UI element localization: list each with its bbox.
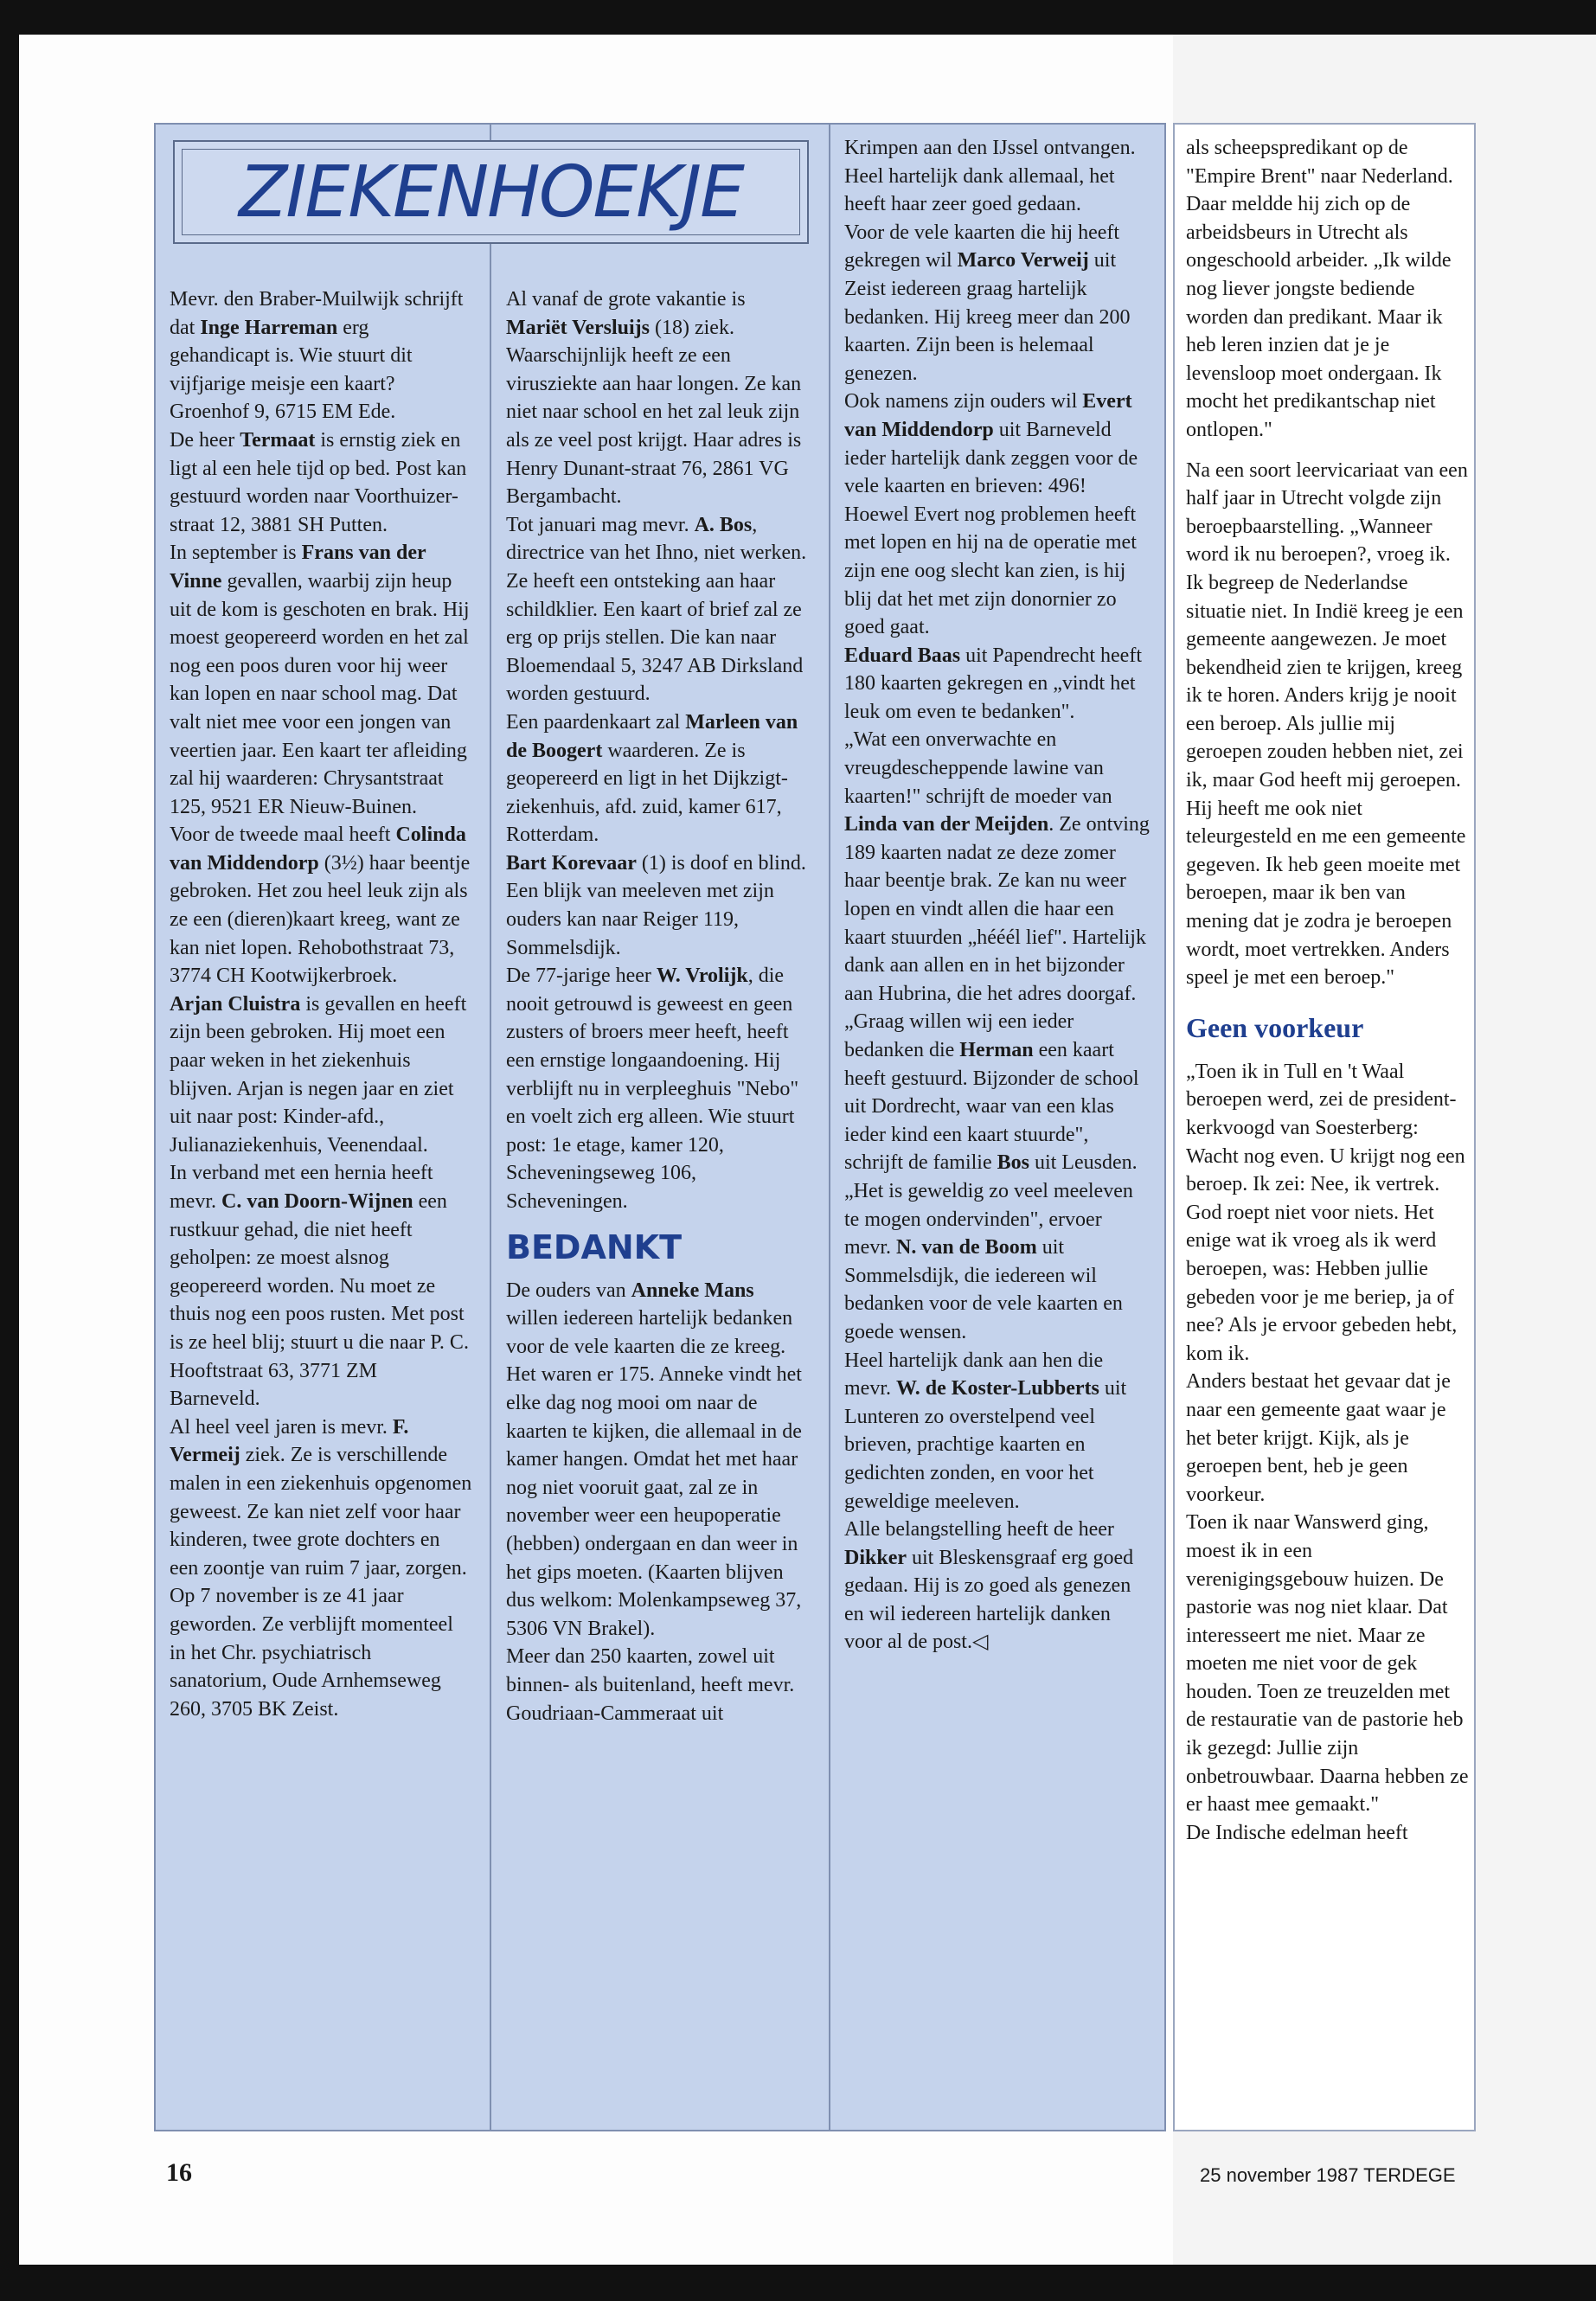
text: , directrice van het Ihno, niet werken. Ze heeft een ontsteking aan haar schildklier. Een kaart of brief zal ze erg op prijs stellen. Die kan naar Bloemendaal 5, 3247 AB Dirksland worden gestuurd. <box>506 513 807 706</box>
column-divider <box>490 123 491 2131</box>
paragraph <box>170 285 472 426</box>
paragraph: Toen ik naar Wanswerd ging, moest ik in een verenigingsgebouw huizen. De pastorie was nog niet klaar. Dat interesseert me niet. Maar ze moeten me niet voor de gek houden. Toen ze treuzelden met de restauratie van de pastorie heb ik gezegd: Jullie zijn onbetrouwbaar. Daarna hebben ze er haast mee gemaakt." <box>1186 1511 1469 1817</box>
person-name: Marleen van de Boogert <box>506 710 798 762</box>
text: (18) ziek. Waarschijnlijk heeft ze een virusziekte aan haar longen. Ze kan niet naar school en het zal leuk zijn als ze veel post krijgt. Haar adres is Henry Dunant-straat 76, 2861 VG Bergambacht. <box>506 316 802 509</box>
text: (3½) haar beentje gebroken. Het zou heel leuk zijn als ze een (dieren)kaart kreeg, want ze kan niet lopen. Rehobothstraat 73, 3774 CH Kootwijkerbroek. <box>170 851 471 988</box>
text: Ook namens zijn ouders wil <box>844 390 1083 413</box>
text: een rustkuur gehad, die niet heeft geholpen: ze moest alsnog geopereerd worden. Nu moet ze thuis nog een poos rusten. Met post is ze heel blij; stuurt u die naar P. C. Hooftstraat 63, 3771 ZM Barneveld. <box>170 1190 469 1411</box>
person-name: Herman <box>959 1039 1034 1061</box>
text: Tot januari mag mevr. <box>506 513 695 536</box>
text: Heel hartelijk dank aan hen die mevr. <box>844 1349 1104 1400</box>
person-name: Inge Harreman <box>200 316 338 339</box>
text: . Ze ontving 189 kaarten nadat ze deze zomer haar beentje brak. Ze kan nu weer lopen en vindt allen die haar een kaart stuurden „hééél lief". Hartelijk dank aan allen en in het bijzonder aan Hubrina, die het adres doorgaf. <box>844 813 1150 1005</box>
person-name: N. van de Boom <box>896 1236 1037 1259</box>
paragraph <box>170 1159 472 1413</box>
text: De 77-jarige heer <box>506 965 657 988</box>
person-name: A. Bos <box>694 513 753 536</box>
title-frame <box>173 140 809 244</box>
text: De ouders van <box>506 1279 631 1302</box>
text: is gevallen en heeft zijn been gebroken. Hij moet een paar weken in het ziekenhuis blijven. Arjan is negen jaar en ziet uit naar post: Kinder-afd., Julianaziekenhuis, Veenendaal. <box>170 992 467 1157</box>
text: „Graag willen wij een ieder bedanken die <box>844 1010 1074 1061</box>
column-1 <box>170 285 472 1723</box>
paragraph <box>844 388 1151 641</box>
person-name: Anneke Mans <box>631 1279 754 1302</box>
text: (1) is doof en blind. Een blijk van meeleven met zijn ouders kan naar Reiger 119, Sommelsdijk. <box>506 851 806 959</box>
scan-border-bottom <box>0 2265 1596 2301</box>
text: Voor de tweede maal heeft <box>170 824 396 847</box>
person-name: Dikker <box>844 1546 907 1569</box>
column-divider <box>829 123 830 2131</box>
paragraph <box>506 962 811 1215</box>
paragraph <box>844 642 1151 727</box>
text: uit Zeist iedereen graag hartelijk bedanken. Hij kreeg meer dan 200 kaarten. Zijn been is helemaal genezen. <box>844 249 1131 385</box>
person-name: Bart Korevaar <box>506 851 637 875</box>
text: uit Lunteren zo overstelpend veel brieven, prachtige kaarten en gedichten zonden, en voor het geweldige meeleven. <box>844 1377 1127 1513</box>
paragraph <box>844 1177 1151 1347</box>
paragraph <box>506 849 811 962</box>
column-3 <box>844 134 1151 1657</box>
text: is ernstig ziek en ligt al een hele tijd op bed. Post kan gestuurd worden naar Voorthuizer-straat 12, 3881 SH Putten. <box>170 428 467 536</box>
text: , die nooit getrouwd is geweest en geen zusters of broers meer heeft, heeft een ernstige longaandoening. Hij verblijft nu in verpleeghuis "Nebo" en voelt zich erg alleen. Wie stuurt post: 1e etage, kamer 120, Scheveningseweg 106, Scheveningen. <box>506 965 799 1213</box>
text: „Wat een onverwachte en vreugdescheppende lawine van kaarten!" schrijft de moeder van <box>844 728 1112 808</box>
text: Meer dan 250 kaarten, zowel uit binnen- als buitenland, heeft mevr. Goudriaan-Cammeraat uit <box>506 1645 795 1725</box>
text: uit Sommelsdijk, die iedereen wil bedanken voor de vele kaarten en goede wensen. <box>844 1236 1123 1343</box>
paragraph <box>844 1516 1151 1657</box>
person-name: Bos <box>997 1151 1029 1175</box>
paragraph <box>170 1413 472 1724</box>
person-name: Eduard Baas <box>844 644 961 667</box>
paragraph-gap <box>1186 445 1471 457</box>
paragraph: De Indische edelman heeft <box>1186 1821 1408 1844</box>
text: Een paardenkaart zal <box>506 710 686 734</box>
paragraph <box>170 821 472 990</box>
person-name: Evert van Middendorp <box>844 390 1132 441</box>
text: Al vanaf de grote vakantie is <box>506 288 746 311</box>
text: een kaart heeft gestuurd. Bijzonder de school uit Dordrecht, waar van een klas ieder kind een kaart stuurde", schrijft de familie <box>844 1039 1139 1175</box>
person-name: Mariët Versluijs <box>506 316 650 339</box>
text: Al heel veel jaren is mevr. <box>170 1415 393 1439</box>
issue-date: 25 november 1987 TERDEGE <box>1200 2164 1456 2186</box>
column-2 <box>506 285 811 1727</box>
paragraph: „Toen ik in Tull en 't Waal beroepen werd, zei de president-kerkvoogd van Soesterberg: Wacht nog even. U krijgt nog een beroep. Ik zei: Nee, ik vertrek. God roept niet voor niets. Het enige wat ik vroeg als ik werd beroepen, was: Hebben jullie gebeden voor je me beriep, ja of nee? Als je ervoor gebeden hebt, kom ik. <box>1186 1060 1465 1365</box>
paragraph <box>170 990 472 1160</box>
text: In verband met een hernia heeft mevr. <box>170 1162 433 1213</box>
text: Mevr. den Braber-Muilwijk schrijft dat <box>170 288 464 339</box>
paragraph <box>506 1643 811 1727</box>
text: erg gehandicapt is. Wie stuurt dit vijfjarige meisje een kaart? Groenhof 9, 6715 EM Ede. <box>170 316 413 424</box>
person-name: W. de Koster-Lubberts <box>896 1377 1099 1400</box>
column-4 <box>1186 134 1471 1847</box>
page-title: ZIEKENHOEKJE <box>239 151 743 234</box>
text: „Het is geweldig zo veel meeleven te mogen ondervinden", ervoer mevr. <box>844 1179 1133 1259</box>
text: uit Bleskensgraaf erg goed gedaan. Hij is zo goed als genezen en wil iedereen hartelijk danken voor al de post.◁ <box>844 1546 1134 1654</box>
text: willen iedereen hartelijk bedanken voor de vele kaarten die ze kreeg. Het waren er 175. Anneke vindt het elke dag nog mooi om naar de kaarten te kijken, die allemaal in de kamer hangen. Omdat het met haar nog niet vooruit gaat, zal ze in november weer een heupoperatie (hebben) ondergaan en dan weer in het gips moeten. (Kaarten blijven dus welkom: Molenkampseweg 37, 5306 VN Brakel). <box>506 1307 802 1640</box>
paragraph: Anders bestaat het gevaar dat je naar een gemeente gaat waar je het beter krijgt. Kijk, als je geroepen bent, heb je geen voorkeur. <box>1186 1370 1451 1506</box>
paragraph: als scheepspredikant op de "Empire Brent" naar Nederland. Daar meldde hij zich op de arbeidsbeurs in Utrecht als ongeschoold arbeider. „Ik wilde nog liever jongste bediende worden dan predikant. Maar ik heb leren inzien dat je je levensloop moet ondergaan. Ik mocht het predikantschap niet ontlopen." <box>1186 137 1453 441</box>
scan-border-top <box>0 0 1596 35</box>
text: De heer <box>170 428 240 452</box>
paragraph <box>506 1277 811 1644</box>
paragraph <box>844 726 1151 1008</box>
section-heading-bedankt: BEDANKT <box>506 1227 683 1266</box>
text: In september is <box>170 542 302 565</box>
person-name: W. Vrolijk <box>656 965 748 988</box>
text: ziek. Ze is verschillende malen in een ziekenhuis opgenomen geweest. Ze kan niet zelf voor haar kinderen, twee grote dochters en een zoontje van ruim 7 jaar, zorgen. Op 7 november is ze 41 jaar geworden. Ze verblijft momenteel in het Chr. psychiatrisch sanatorium, Oude Arnhemseweg 260, 3705 BK Zeist. <box>170 1444 472 1721</box>
paragraph <box>844 1008 1151 1177</box>
text: waarderen. Ze is geopereerd en ligt in het Dijkzigt-ziekenhuis, afd. zuid, kamer 617, Rotterdam. <box>506 739 788 847</box>
paragraph <box>506 511 811 708</box>
text: Voor de vele kaarten die hij heeft gekregen wil <box>844 221 1120 272</box>
paragraph <box>170 426 472 539</box>
person-name: Linda van der Meijden <box>844 813 1049 836</box>
person-name: Marco Verweij <box>957 249 1089 272</box>
text: Alle belangstelling heeft de heer <box>844 1518 1114 1541</box>
paragraph <box>844 1347 1151 1516</box>
person-name: Arjan Cluistra <box>170 992 301 1016</box>
paragraph <box>844 219 1151 388</box>
subheading-geen-voorkeur: Geen voorkeur <box>1186 1011 1364 1043</box>
text: uit Papendrecht heeft 180 kaarten gekregen en „vindt het leuk om even te bedanken". <box>844 644 1142 723</box>
person-name: F. Vermeij <box>170 1415 409 1467</box>
paragraph <box>170 539 472 821</box>
paragraph: Na een soort leervicariaat van een half jaar in Utrecht volgde zijn beroepbaarstelling. „Wanneer word ik nu beroepen?, vroeg ik. Ik begreep de Nederlandse situatie niet. In Indië kreeg je een gemeente aangewezen. Je moet bekendheid zien te krijgen, kreeg ik te horen. Anders krijg je nooit een beroep. Als jullie mij geroepen zouden hebben niet, zei ik, maar God heeft mij geroepen. Hij heeft me ook niet teleurgesteld en me een gemeente gegeven. Ik heb geen moeite met beroepen, maar ik ben van mening dat je zodra je beroepen wordt, moet vertrekken. Anders speel je met een beroep." <box>1186 458 1468 990</box>
person-name: Frans van der Vinne <box>170 542 426 593</box>
paragraph <box>506 708 811 849</box>
person-name: Termaat <box>240 428 316 452</box>
paragraph <box>506 285 811 511</box>
person-name: Colinda van Middendorp <box>170 824 466 875</box>
paragraph <box>844 134 1151 219</box>
page-number: 16 <box>166 2158 192 2187</box>
scan-border-left <box>0 0 19 2301</box>
title-inner-frame <box>182 149 800 235</box>
text: Krimpen aan den IJssel ontvangen. Heel hartelijk dank allemaal, het heeft haar zeer goed gedaan. <box>844 137 1136 216</box>
person-name: C. van Doorn-Wijnen <box>221 1190 413 1213</box>
text: uit Barneveld ieder hartelijk dank zeggen voor de vele kaarten en brieven: 496! Hoewel Evert nog problemen heeft met lopen en hij na de operatie met zijn ene oog slecht kan zien, is hij blij dat het met zijn donornier zo goed gaat. <box>844 418 1138 639</box>
text: uit Leusden. <box>1029 1151 1138 1175</box>
text: gevallen, waarbij zijn heup uit de kom is geschoten en brak. Hij moest geopereerd worden en het zal nog een poos duren voor hij weer kan lopen en naar school mag. Dat valt niet mee voor een jongen van veertien jaar. Een kaart ter afleiding zal hij waarderen: Chrysantstraat 125, 9521 ER Nieuw-Buinen. <box>170 569 470 818</box>
